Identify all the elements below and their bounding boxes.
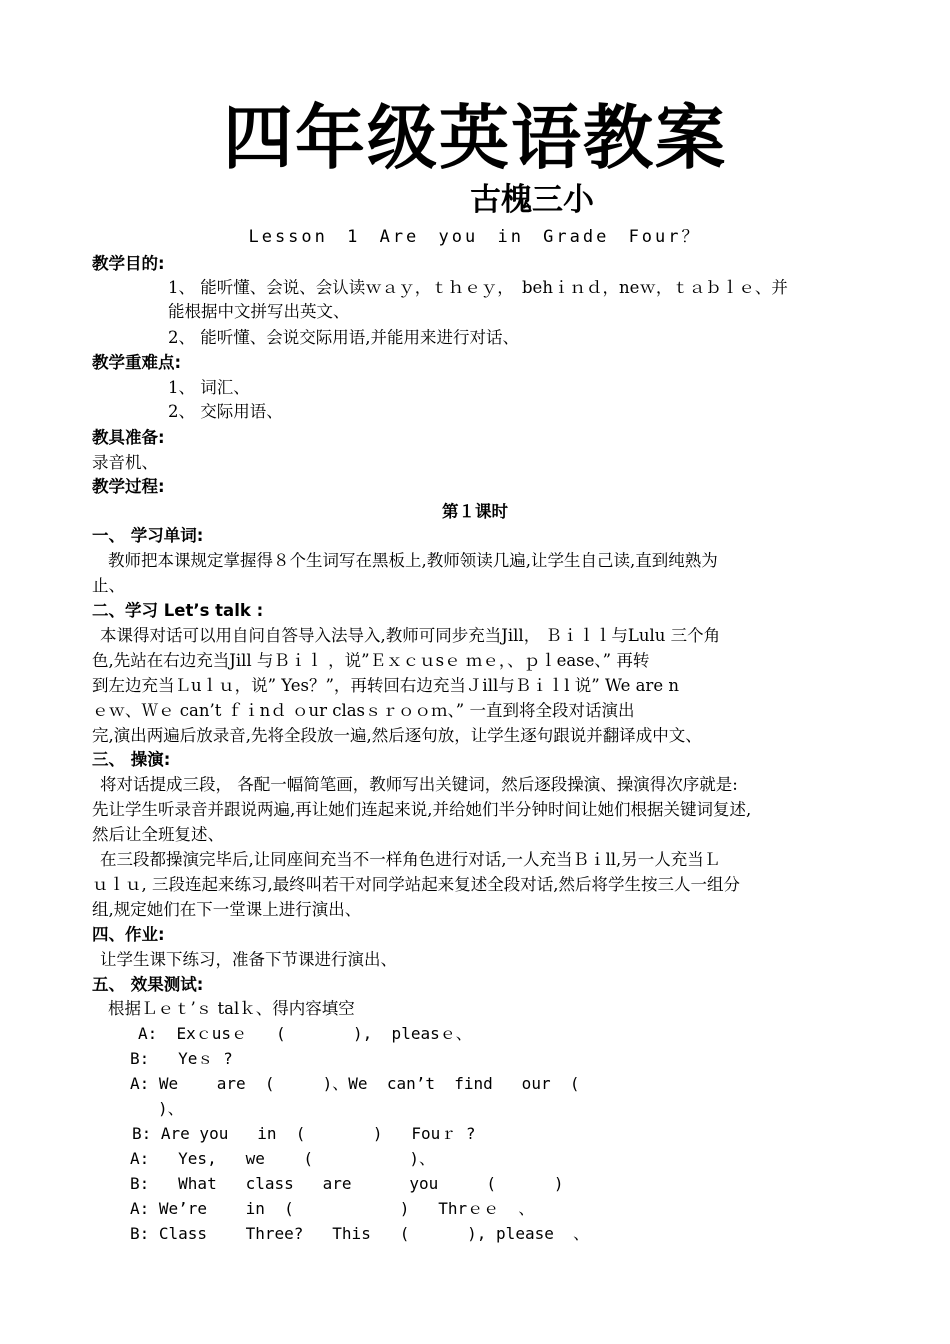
keypoints-heading: 教学重难点:	[92, 353, 182, 372]
quiz-line-3b: )、	[158, 1099, 184, 1118]
section-5-intro: 根据Ｌｅｔ’ｓ talｋ、得内容填空	[108, 999, 355, 1018]
section-2-heading: 二、学习 Let’s talk :	[92, 601, 264, 620]
section-2-line-5: 完,演出两遍后放录音,先将全段放一遍,然后逐句放，让学生逐句跟说并翻译成中文、	[92, 726, 702, 745]
tools-heading: 教具准备:	[92, 428, 165, 447]
keypoints-item-2: 2、 交际用语、	[168, 402, 283, 421]
section-3-line-2: 先让学生听录音并跟说两遍,再让她们连起来说,并给她们半分钟时间让她们根据关键词复述,	[92, 800, 752, 819]
goals-item-2: 2、 能听懂、会说交际用语,并能用来进行对话、	[168, 328, 519, 347]
section-1-line-2: 止、	[92, 576, 125, 595]
section-2-line-4: ｅｗ、Ｗｅ can’t ｆｉnｄ ｏur clasｓｒｏｏｍ、” 一直到将全段对话演出	[92, 701, 635, 720]
goals-heading: 教学目的:	[92, 254, 165, 273]
section-5-heading: 五、 效果测试:	[92, 975, 204, 994]
quiz-line-4: B: Are you in ( ) Fouｒ ?	[132, 1124, 476, 1143]
quiz-line-3a: A: We are ( )、We can’t find our (	[130, 1074, 580, 1093]
section-3-line-4: 在三段都操演完毕后,让同座间充当不一样角色进行对话,一人充当Ｂｉll,另一人充当Ｌ	[100, 850, 721, 869]
lesson-title: Lesson 1 Are you in Grade Four？	[248, 227, 702, 247]
goals-item-1-line-2: 能根据中文拼写出英文、	[168, 302, 350, 321]
quiz-line-5: A: Yes, we ( )、	[130, 1149, 435, 1168]
quiz-line-1: A: Exｃusｅ ( ), pleasｅ、	[138, 1024, 472, 1043]
section-3-line-3: 然后让全班复述、	[92, 825, 224, 844]
school-name: 古槐三小	[470, 182, 594, 218]
period-heading: 第１课时	[442, 502, 508, 521]
process-heading: 教学过程:	[92, 477, 165, 496]
section-2-line-1: 本课得对话可以用自问自答导入法导入,教师可同步充当Jill， Ｂｉｌｌ与Lulu 三个角	[100, 626, 721, 645]
keypoints-item-1: 1、 词汇、	[168, 378, 250, 397]
quiz-line-7: A: We’re in ( ) Thrｅｅ 、	[130, 1199, 535, 1218]
goals-item-1-line-1: 1、 能听懂、会说、会认读ｗａｙ，ｔｈｅｙ， behｉｎｄ，neｗ，ｔａｂｌｅ、并	[168, 278, 788, 297]
section-4-heading: 四、作业:	[92, 925, 165, 944]
document-title: 四年级英语教案	[223, 97, 727, 179]
quiz-line-2: B: Yeｓ ?	[130, 1049, 233, 1068]
section-3-line-5: ｕｌｕ, 三段连起来练习,最终叫若干对同学站起来复述全段对话,然后将学生按三人一组分	[92, 875, 740, 894]
section-3-line-6: 组,规定她们在下一堂课上进行演出、	[92, 900, 362, 919]
section-1-line-1: 教师把本课规定掌握得８个生词写在黑板上,教师领读几遍,让学生自己读,直到纯熟为	[108, 551, 718, 570]
quiz-line-6: B: What class are you ( )	[130, 1174, 564, 1193]
section-3-heading: 三、 操演:	[92, 750, 171, 769]
section-3-line-1: 将对话提成三段， 各配一幅简笔画，教师写出关键词，然后逐段操演、操演得次序就是:	[100, 775, 738, 794]
section-2-line-3: 到左边充当Ｌuｌｕ，说” Yes？”，再转回右边充当Ｊill与Ｂｉｌl 说” We are n	[92, 676, 679, 695]
quiz-line-8: B: Class Three? This ( ), please 、	[130, 1224, 590, 1243]
section-1-heading: 一、 学习单词:	[92, 526, 204, 545]
tools-content: 录音机、	[92, 453, 158, 472]
section-2-line-2: 色,先站在右边充当Jill 与Ｂｉｌ ，说”Ｅｘｃｕsｅ ｍｅ，、ｐｌease、” 再转	[92, 651, 650, 670]
section-4-line-1: 让学生课下练习，准备下节课进行演出、	[100, 950, 397, 969]
